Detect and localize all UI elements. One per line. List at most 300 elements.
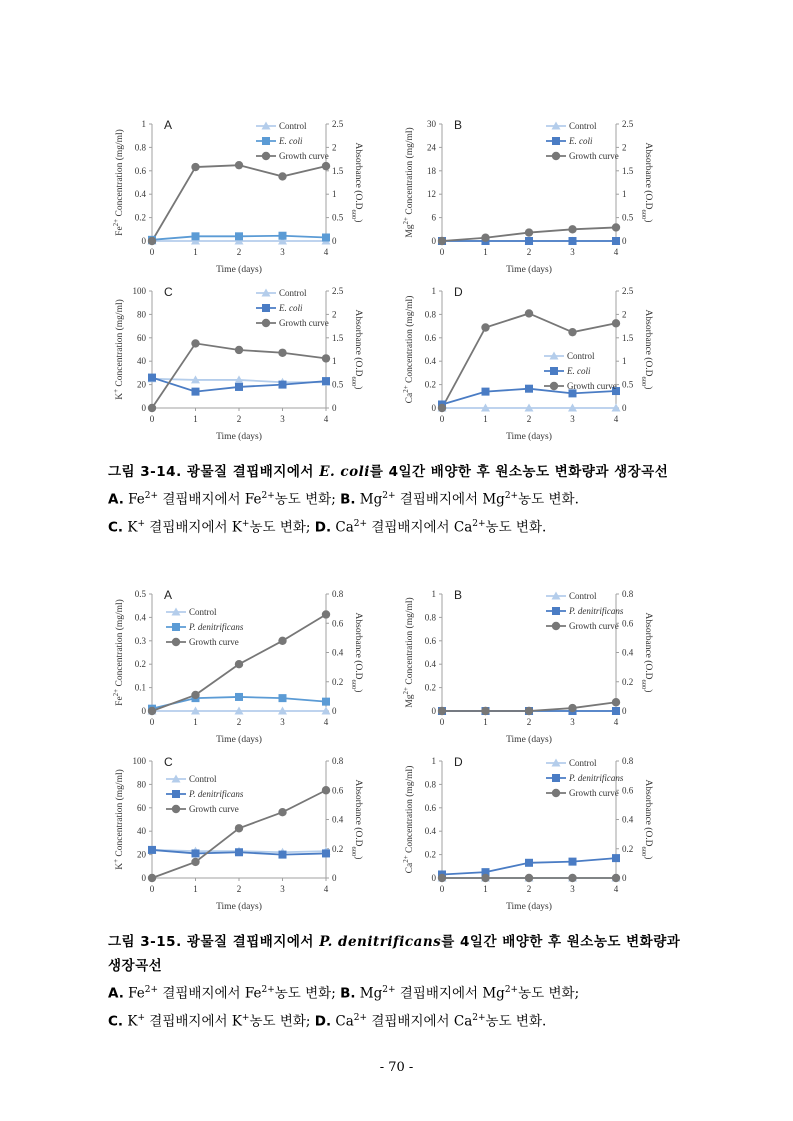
y-tick-label: 0.1 — [134, 682, 146, 693]
caption-text: 결핍배지에서 Fe — [158, 491, 262, 508]
y-tick-label: 0.6 — [134, 165, 146, 176]
y2-tick-label: 1 — [622, 356, 627, 367]
y2-tick-label: 0.5 — [332, 212, 344, 223]
series-line — [152, 165, 326, 241]
caption-text: 2+ — [504, 985, 519, 995]
svg-text:Fe2+ Concentration (mg/ml): $Fe^{2+}$ Concentration (mg/ml) — [112, 129, 125, 236]
svg-text:K+ Concentration (mg/ml): K+ Concentration (mg/ml) — [112, 299, 125, 400]
caption-text: D. — [314, 519, 332, 535]
y-tick-label: 20 — [137, 379, 146, 390]
data-point — [278, 808, 286, 816]
y2-tick-label: 0.5 — [622, 212, 634, 223]
x-tick-label: 1 — [483, 414, 488, 424]
y2-axis-label — [641, 310, 655, 390]
y-tick-label: 0.2 — [424, 379, 436, 390]
data-point — [569, 237, 577, 245]
chart-panel-D — [402, 755, 654, 912]
x-tick-label: 3 — [280, 247, 285, 257]
x-axis-label: Time (days) — [506, 735, 552, 745]
caption-text: 2+ — [144, 985, 159, 995]
svg-text:Fe2+ Concentration (mg/ml): $Fe^{2+}$ Concentration (mg/ml) — [112, 599, 125, 706]
caption-text: 농도 변화. — [518, 491, 579, 508]
caption-text: Ca — [331, 1013, 354, 1029]
data-point — [612, 237, 620, 245]
y2-tick-label: 2.5 — [622, 119, 634, 129]
caption-pre: 광물질 결핍배지에서 — [186, 464, 314, 480]
legend-entry: Growth curve — [279, 151, 329, 161]
caption-text: 2+ — [353, 1012, 368, 1023]
figure-3-15-caption — [108, 930, 688, 1033]
caption-text: C. — [108, 519, 124, 535]
legend — [166, 607, 244, 647]
svg-text:Ca2+ Concentration (mg/ml): $Ca^{2+}$ Concentration (mg/ml) — [402, 295, 415, 404]
caption-species: P. denitrificans — [319, 934, 442, 950]
data-point — [148, 404, 156, 412]
legend-entry: Control — [279, 121, 307, 131]
caption-text: Fe — [123, 985, 145, 1002]
y2-tick-label: 2 — [622, 309, 627, 320]
chart-panel-D — [402, 285, 654, 442]
y2-tick-label: 0.2 — [622, 843, 634, 854]
y2-tick-label: 0.8 — [332, 589, 344, 599]
caption-text: 농도 변화; — [249, 1013, 315, 1029]
y2-tick-label: 0.5 — [332, 379, 344, 390]
y-axis-label — [112, 129, 125, 236]
caption-text: A. — [108, 985, 124, 1002]
y-tick-label: 0 — [141, 236, 146, 246]
data-point — [612, 874, 620, 882]
y-tick-label: 80 — [137, 779, 146, 790]
svg-text:Mg2+ Concentration (mg/ml): $Mg^{2+}$ Concentration (mg/ml) — [402, 127, 415, 238]
data-point — [148, 237, 156, 245]
x-tick-label: 0 — [439, 247, 445, 257]
caption-text: Fe — [123, 491, 145, 508]
data-point — [262, 319, 270, 327]
y2-tick-label: 1 — [332, 356, 337, 367]
panel-label: B — [454, 588, 463, 602]
y2-tick-label: 2 — [622, 142, 627, 153]
data-point — [552, 622, 560, 630]
svg-text:Ca2+ Concentration (mg/ml): $Ca^{2+}$ Concentration (mg/ml) — [402, 765, 415, 874]
x-tick-label: 1 — [483, 717, 488, 727]
y2-tick-label: 0 — [332, 403, 337, 413]
caption-text: B. — [340, 491, 356, 508]
x-tick-label: 2 — [526, 414, 532, 424]
x-tick-label: 1 — [193, 247, 198, 257]
data-point — [550, 367, 558, 375]
y-axis-label — [112, 599, 125, 706]
data-point — [552, 152, 560, 160]
caption-text: + — [137, 1012, 145, 1023]
legend-entry: Growth curve — [189, 637, 239, 647]
caption-text: B. — [340, 985, 356, 1002]
chart-panel-B — [402, 588, 654, 745]
figure-3-14-title — [108, 460, 688, 484]
chart-panel-B — [402, 118, 654, 275]
y2-axis-label — [641, 780, 655, 860]
y-tick-label: 100 — [132, 756, 146, 766]
x-tick-label: 4 — [613, 414, 619, 424]
x-tick-label: 2 — [526, 717, 532, 727]
caption-text: 2+ — [261, 491, 275, 501]
y-tick-label: 0.6 — [424, 332, 436, 343]
y-tick-label: 0.4 — [134, 189, 146, 200]
y-tick-label: 0 — [431, 706, 436, 716]
caption-text: 결핍배지에서 Mg — [395, 985, 505, 1002]
caption-text: 결핍배지에서 K — [144, 519, 242, 535]
x-axis-label: Time (days) — [216, 902, 262, 912]
y2-tick-label: 0 — [622, 706, 627, 716]
y2-tick-label: 0.8 — [622, 589, 634, 599]
chart-panel-A — [112, 588, 364, 745]
data-point — [525, 228, 533, 236]
data-point — [552, 789, 560, 797]
caption-post: 를 4일간 배양한 후 원소농도 변화량과 생장곡선 — [108, 934, 681, 974]
x-tick-label: 4 — [613, 717, 619, 727]
legend-entry: Control — [279, 288, 307, 298]
y-tick-label: 1 — [141, 119, 146, 129]
y-tick-label: 0 — [431, 403, 436, 413]
data-point — [262, 304, 270, 312]
data-point — [235, 232, 243, 240]
caption-number: 그림 3-15. — [108, 934, 182, 950]
legend-entry: Control — [569, 591, 597, 601]
x-tick-label: 1 — [483, 884, 488, 894]
panel-label: C — [164, 285, 173, 299]
data-point — [322, 377, 330, 385]
caption-pre: 광물질 결핍배지에서 — [186, 934, 314, 950]
legend-entry: Control — [569, 121, 597, 131]
data-point — [550, 382, 558, 390]
caption-text: K — [123, 1013, 138, 1029]
x-tick-label: 0 — [439, 717, 445, 727]
y-tick-label: 0.3 — [134, 635, 146, 646]
svg-text:Absorbance (O.D600): Absorbance $(O.D_{600})$ — [350, 309, 363, 390]
x-tick-label: 4 — [323, 247, 329, 257]
caption-text: C. — [108, 1013, 124, 1029]
legend-entry: Growth curve — [569, 788, 619, 798]
data-point — [322, 698, 330, 706]
data-point — [278, 637, 286, 645]
y2-tick-label: 0.8 — [622, 756, 634, 766]
x-tick-label: 4 — [323, 414, 329, 424]
figure-3-15-title — [108, 930, 688, 978]
y-tick-label: 0 — [141, 403, 146, 413]
legend — [546, 758, 624, 798]
data-point — [278, 349, 286, 357]
legend-entry: Control — [189, 774, 217, 784]
y-tick-label: 1 — [431, 589, 436, 599]
data-point — [322, 610, 330, 618]
x-tick-label: 0 — [149, 414, 155, 424]
legend-entry: P. denitrificans — [189, 789, 244, 799]
y2-tick-label: 2.5 — [622, 286, 634, 296]
x-tick-label: 2 — [236, 247, 242, 257]
y-tick-label: 30 — [427, 119, 436, 129]
y-tick-label: 80 — [137, 309, 146, 320]
x-tick-label: 1 — [193, 414, 198, 424]
data-point — [148, 874, 156, 882]
caption-text: 2+ — [261, 985, 275, 995]
legend — [546, 591, 624, 631]
caption-text: Ca — [331, 519, 354, 535]
x-tick-label: 1 — [193, 884, 198, 894]
y-tick-label: 0 — [141, 706, 146, 716]
data-point — [438, 707, 446, 715]
x-tick-label: 2 — [236, 414, 242, 424]
y-tick-label: 40 — [137, 826, 146, 837]
page-number: - 70 - — [379, 1060, 414, 1075]
caption-text: 결핍배지에서 Mg — [395, 491, 505, 508]
data-point — [481, 874, 489, 882]
caption-text: + — [137, 518, 145, 529]
caption-text: 2+ — [144, 491, 159, 501]
x-tick-label: 3 — [570, 414, 575, 424]
legend — [166, 774, 244, 814]
y-tick-label: 0.2 — [134, 659, 146, 670]
data-point — [191, 691, 199, 699]
data-point — [235, 660, 243, 668]
caption-text: 농도 변화; — [274, 985, 341, 1002]
data-point — [322, 849, 330, 857]
caption-text: D. — [314, 1013, 332, 1029]
data-point — [322, 786, 330, 794]
data-point — [525, 309, 533, 317]
svg-text:Absorbance (O.D600): Absorbance $(O.D_{600})$ — [640, 309, 653, 390]
caption-text: 2+ — [472, 1012, 486, 1023]
data-point — [525, 874, 533, 882]
y2-axis-label — [641, 143, 655, 223]
y-tick-label: 18 — [427, 165, 436, 176]
x-tick-label: 3 — [280, 717, 285, 727]
y-tick-label: 0 — [431, 873, 436, 883]
y2-tick-label: 0 — [622, 236, 627, 246]
data-point — [279, 232, 287, 240]
caption-text: 2+ — [504, 491, 519, 501]
data-point — [568, 225, 576, 233]
caption-number: 그림 3-14. — [108, 464, 182, 480]
svg-text:Mg2+ Concentration (mg/ml): $Mg^{2+}$ Concentration (mg/ml) — [402, 597, 415, 708]
y-tick-label: 12 — [427, 189, 436, 200]
y-tick-label: 1 — [431, 286, 436, 296]
data-point — [525, 707, 533, 715]
y-axis-label — [112, 299, 125, 400]
y2-tick-label: 1.5 — [332, 332, 344, 343]
data-point — [569, 858, 577, 866]
data-point — [279, 694, 287, 702]
x-tick-label: 4 — [613, 884, 619, 894]
data-point — [525, 237, 533, 245]
y-tick-label: 0.2 — [134, 212, 146, 223]
y-tick-label: 0.4 — [424, 356, 436, 367]
data-point — [148, 374, 156, 382]
caption-description-line — [108, 978, 688, 1006]
legend — [256, 121, 329, 161]
data-point — [568, 328, 576, 336]
x-axis-label: Time (days) — [216, 432, 262, 442]
y2-tick-label: 0.2 — [332, 676, 344, 687]
data-point — [612, 223, 620, 231]
legend-entry: E. coli — [279, 303, 303, 313]
y2-axis-label — [641, 613, 655, 693]
legend-entry: Control — [569, 758, 597, 768]
y2-tick-label: 1.5 — [332, 165, 344, 176]
data-point — [262, 137, 270, 145]
y-axis-label — [402, 127, 415, 237]
x-tick-label: 3 — [280, 884, 285, 894]
x-tick-label: 1 — [483, 247, 488, 257]
y-tick-label: 100 — [132, 286, 146, 296]
y2-tick-label: 2.5 — [332, 286, 344, 296]
y-tick-label: 0.8 — [134, 142, 146, 153]
data-point — [568, 874, 576, 882]
data-point — [191, 163, 199, 171]
data-point — [525, 859, 533, 867]
caption-description-line — [108, 484, 688, 512]
caption-text: 농도 변화; — [249, 519, 315, 535]
data-point — [322, 162, 330, 170]
legend-entry: P. denitrificans — [189, 622, 244, 632]
legend-entry: Growth curve — [279, 318, 329, 328]
legend-entry: Growth curve — [569, 151, 619, 161]
y2-tick-label: 1.5 — [622, 165, 634, 176]
caption-text: + — [241, 1012, 250, 1023]
data-point — [612, 707, 620, 715]
data-point — [482, 388, 490, 396]
caption-text: 2+ — [353, 518, 368, 529]
legend-entry: E. coli — [279, 136, 303, 146]
data-point — [172, 805, 180, 813]
legend-entry: E. coli — [569, 136, 593, 146]
y2-tick-label: 0.4 — [622, 814, 634, 825]
legend-entry: Control — [189, 607, 217, 617]
legend-entry: Growth curve — [569, 621, 619, 631]
panel-label: A — [164, 588, 173, 602]
data-point — [481, 707, 489, 715]
caption-text: 2+ — [382, 491, 396, 501]
y-axis-label — [402, 766, 415, 874]
data-point — [322, 233, 330, 241]
x-tick-label: 4 — [323, 717, 329, 727]
legend-entry: P. denitrificans — [569, 773, 624, 783]
y2-tick-label: 1 — [332, 189, 337, 200]
data-point — [172, 623, 180, 631]
data-point — [235, 693, 243, 701]
caption-text: 결핍배지에서 Ca — [367, 1013, 473, 1029]
y2-axis-label — [351, 613, 365, 693]
data-point — [172, 790, 180, 798]
x-tick-label: 0 — [439, 884, 445, 894]
data-point — [172, 638, 180, 646]
y-tick-label: 0.8 — [424, 309, 436, 320]
data-point — [235, 161, 243, 169]
caption-text: 결핍배지에서 K — [144, 1013, 242, 1029]
panel-label: B — [454, 118, 463, 132]
x-tick-label: 2 — [526, 247, 532, 257]
y2-tick-label: 0.5 — [622, 379, 634, 390]
y2-tick-label: 0.6 — [622, 785, 634, 796]
x-tick-label: 2 — [236, 884, 242, 894]
y2-tick-label: 0.6 — [332, 785, 344, 796]
chart-panel-C — [112, 285, 364, 442]
y2-axis-label — [351, 310, 365, 390]
y2-tick-label: 0.4 — [622, 647, 634, 658]
x-tick-label: 3 — [570, 247, 575, 257]
y-axis-label — [402, 597, 415, 707]
x-axis-label: Time (days) — [506, 432, 552, 442]
y-tick-label: 6 — [431, 212, 436, 223]
legend-entry: Growth curve — [567, 381, 617, 391]
y-axis-label — [402, 296, 415, 404]
y-tick-label: 0 — [431, 236, 436, 246]
x-tick-label: 1 — [193, 717, 198, 727]
caption-species: E. coli — [319, 464, 370, 480]
data-point — [438, 874, 446, 882]
figure-3-14-caption — [108, 460, 688, 539]
data-point — [148, 846, 156, 854]
y2-tick-label: 2 — [332, 309, 337, 320]
legend — [256, 288, 329, 328]
y-tick-label: 1 — [431, 756, 436, 766]
figure-3-15-charts — [0, 580, 793, 920]
legend-entry: P. denitrificans — [569, 606, 624, 616]
x-axis-label: Time (days) — [506, 902, 552, 912]
data-point — [235, 824, 243, 832]
y-tick-label: 60 — [137, 802, 146, 813]
caption-text: 결핍배지에서 Ca — [367, 519, 473, 535]
data-point — [262, 152, 270, 160]
x-tick-label: 2 — [236, 717, 242, 727]
svg-text:Absorbance (O.D600): Absorbance $(O.D_{600})$ — [640, 142, 653, 223]
series-line — [152, 790, 326, 878]
data-point — [235, 848, 243, 856]
svg-text:Absorbance (O.D600): Absorbance $(O.D_{600})$ — [350, 779, 363, 860]
caption-text: 결핍배지에서 Fe — [158, 985, 262, 1002]
y2-tick-label: 0 — [622, 873, 627, 883]
figure-3-14-charts — [0, 110, 793, 450]
svg-text:Absorbance (O.D600): Absorbance $(O.D_{600})$ — [640, 612, 653, 693]
y2-tick-label: 1 — [622, 189, 627, 200]
caption-description-line — [108, 512, 688, 540]
y2-tick-label: 0.4 — [332, 647, 344, 658]
caption-text: 농도 변화; — [518, 985, 580, 1002]
caption-text: A. — [108, 491, 124, 508]
y-tick-label: 24 — [427, 142, 436, 153]
data-point — [438, 237, 446, 245]
y2-tick-label: 2.5 — [332, 119, 344, 129]
y2-tick-label: 2 — [332, 142, 337, 153]
y2-tick-label: 1.5 — [622, 332, 634, 343]
y-tick-label: 0.6 — [424, 635, 436, 646]
data-point — [552, 774, 560, 782]
caption-text: 2+ — [472, 518, 486, 529]
y-axis-label — [112, 769, 125, 870]
y2-tick-label: 0 — [332, 873, 337, 883]
caption-text: 농도 변화. — [485, 519, 547, 535]
y-tick-label: 0.6 — [424, 802, 436, 813]
panel-label: A — [164, 118, 173, 132]
x-tick-label: 4 — [323, 884, 329, 894]
y-tick-label: 0.4 — [424, 659, 436, 670]
data-point — [148, 707, 156, 715]
x-tick-label: 0 — [439, 414, 445, 424]
y2-tick-label: 0.2 — [332, 843, 344, 854]
x-tick-label: 0 — [149, 717, 155, 727]
data-point — [525, 385, 533, 393]
panel-label: D — [454, 755, 463, 769]
y2-axis-label — [351, 143, 365, 223]
data-point — [612, 854, 620, 862]
